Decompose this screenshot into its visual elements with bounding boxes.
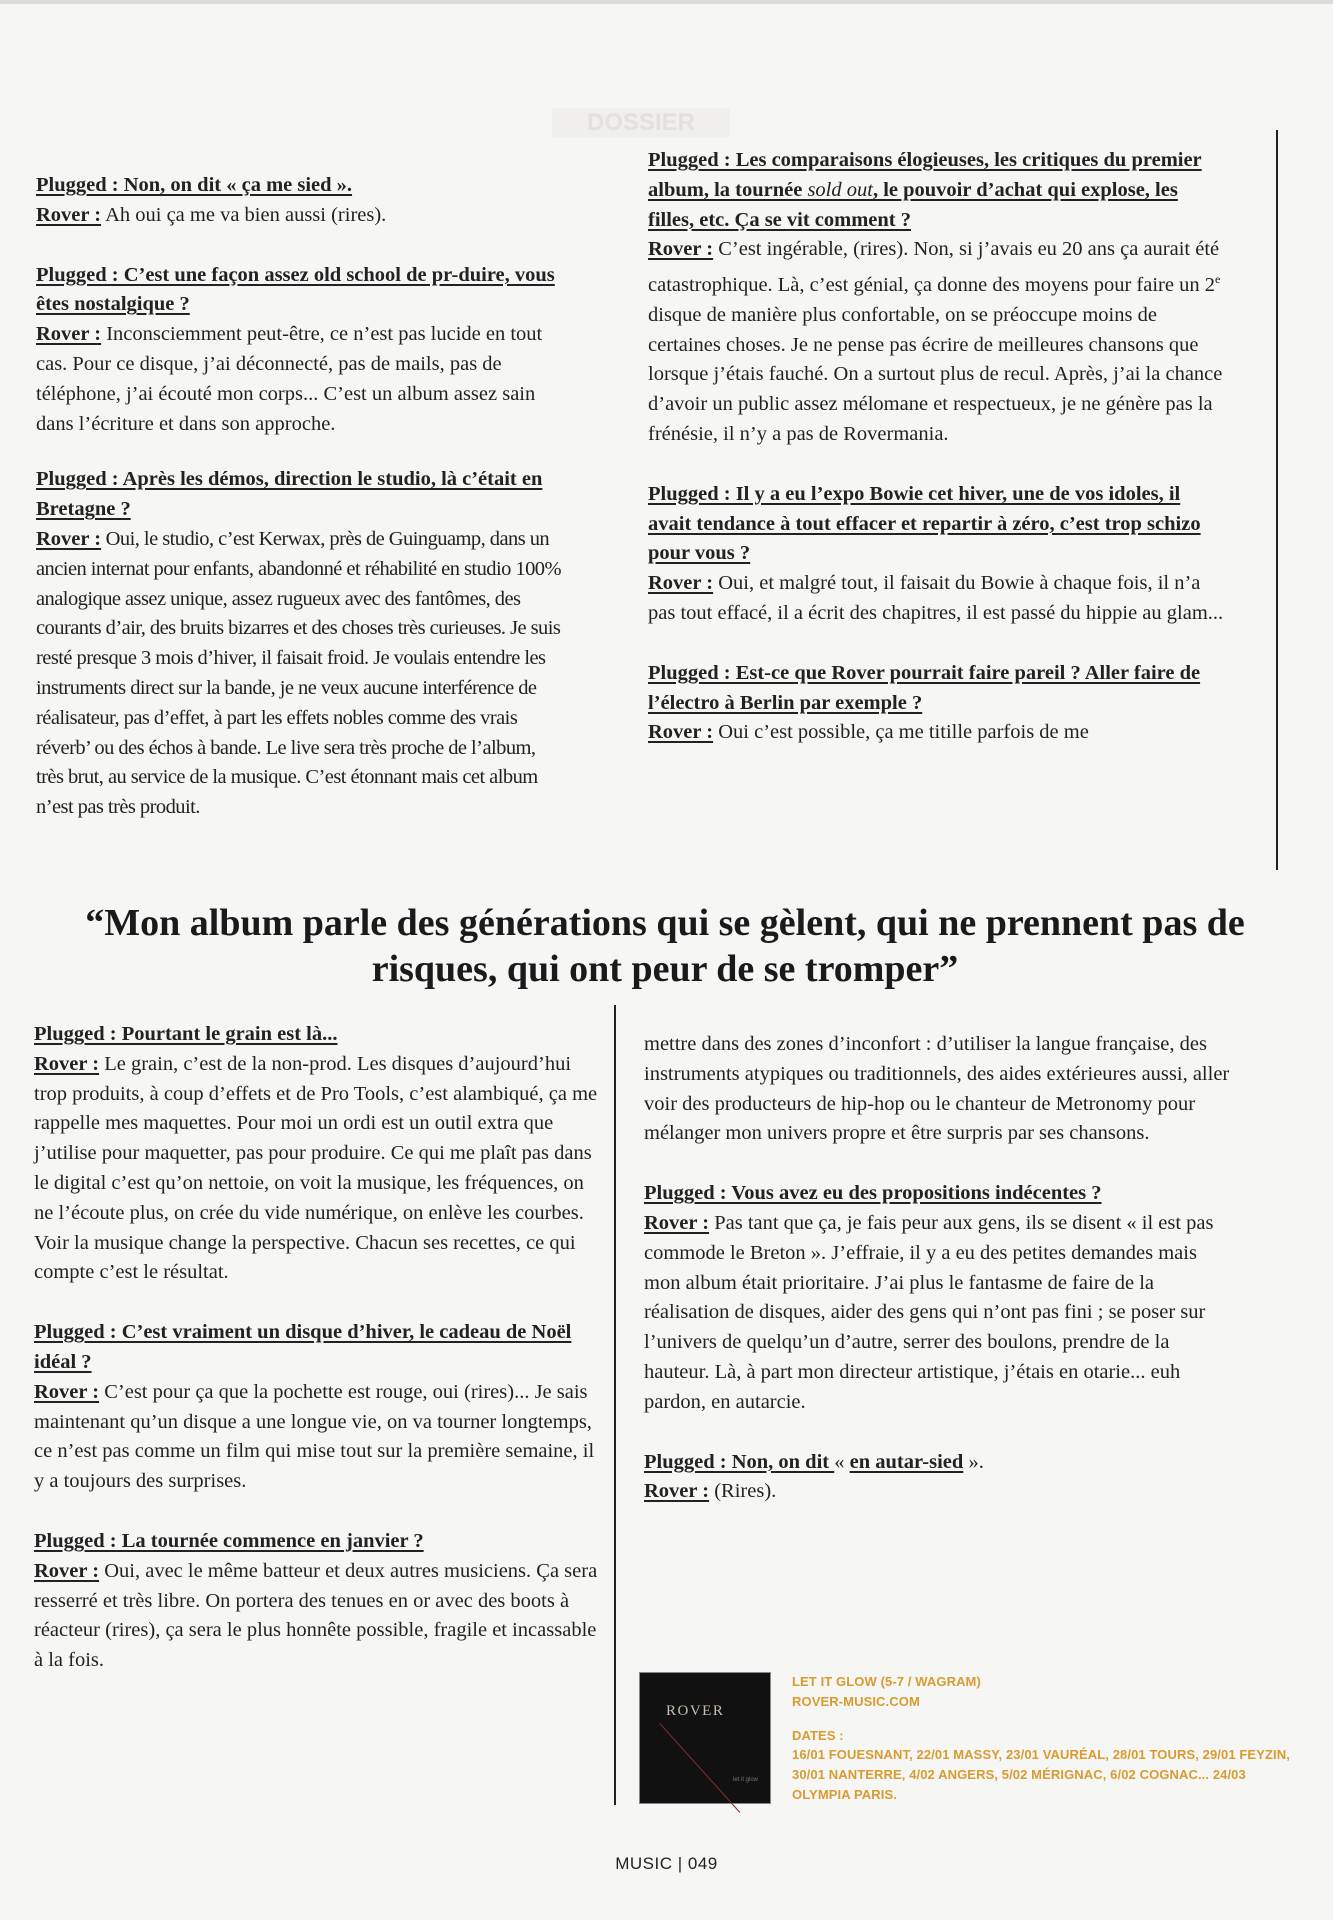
answer [34,1050,600,1288]
speaker-label: Rover : [644,1211,710,1234]
answer [36,525,566,823]
question: Plugged : Non, on dit « ça me sied ». [36,174,353,196]
qa-block [644,1448,1234,1508]
qa-block [36,465,566,823]
qa-block [644,1179,1234,1417]
question-part: ». [963,1450,984,1473]
question: Plugged : La tournée commence en janvier ? [34,1529,424,1552]
answer [34,1557,600,1676]
answer [36,320,566,439]
speaker-label: Rover : [36,203,102,226]
question: Plugged : C’est une façon assez old school de pr-duire, vous êtes nostalgique ? [36,263,555,316]
speaker-label: Rover : [648,572,714,595]
question: Plugged : C’est vraiment un disque d’hiver, le cadeau de Noël idéal ? [34,1321,572,1373]
section-header-ghost: DOSSIER [552,108,730,138]
qa-block [34,1020,600,1288]
question [648,146,1228,235]
album-cover-title: ROVER [666,1703,725,1719]
qa-block [648,146,1228,450]
answer [36,201,566,231]
question-part: , le pouvoir d’achat qui explose, les filles, etc. Ça se vit comment ? [648,178,1178,231]
album-website: ROVER-MUSIC.COM [792,1693,920,1709]
album-release-line: LET IT GLOW (5-7 / WAGRAM) [792,1674,981,1689]
question-part: Plugged : Non, on dit [644,1450,835,1473]
album-cover-subtitle: let it glow [733,1777,759,1783]
answer [648,718,1228,748]
superscript: e [1214,272,1221,287]
top-edge-rule [0,0,1333,4]
answer-continuation: mettre dans des zones d’inconfort : d’utiliser la langue française, des instruments atypiques ou traditionnels, des aides extérieures aussi, aller voir des producteurs de hip-hop ou le chanteur de Metronomy pour mélanger mon univers propre et être surpris par ses chansons. [644,1033,1230,1145]
album-info [792,1672,1292,1805]
speaker-label: Rover : [648,721,714,744]
answer [644,1477,1234,1507]
pull-quote: “Mon album parle des générations qui se gèlent, qui ne prennent pas de risques, qui ont peur de se tromper” [85,902,1245,990]
speaker-label: Rover : [648,238,714,261]
answer-text: Oui, avec le même batteur et deux autres musiciens. Ça sera resserré et très libre. On portera des tenues en or avec des boots à réacteur (rires), ça sera le plus honnête possible, fragile et incassable à la fois. [34,1559,598,1672]
answer [648,235,1228,449]
qa-block [34,1318,600,1497]
question: Plugged : Il y a eu l’expo Bowie cet hiver, une de vos idoles, il avait tendance à tout effacer et repartir à zéro, c’est trop schizo pour vous ? [648,482,1201,565]
album-cover-line [659,1723,740,1813]
question: Plugged : Après les démos, direction le studio, là c’était en Bretagne ? [36,468,543,521]
column-top-left [36,171,566,853]
speaker-label: Rover : [36,323,102,346]
answer-text: Le grain, c’est de la non-prod. Les disques d’aujourd’hui trop produits, à coup d’effets et de Pro Tools, c’est alambiqué, ça me rappelle mes maquettes. Pour moi un ordi est un outil extra que j’utilise pour maquetter, pas pour produire. Ce qui me plaît pas dans le digital c’est qu’on nettoie, on voit la musique, les fréquences, on ne l’écoute plus, on crée du vide numérique, on enlève les courbes. Voir la musique change la perspective. Chacun ses recettes, ce qui compte c’est le résultat. [34,1052,598,1284]
answer-text: Inconsciemment peut-être, ce n’est pas lucide en tout cas. Pour ce disque, j’ai déconnecté, pas de mails, pas de téléphone, j’ai écouté mon corps... C’est un album assez sain dans l’écriture et dans son approche. [36,323,543,435]
question: Plugged : Pourtant le grain est là... [34,1023,338,1045]
speaker-label: Rover : [644,1480,710,1503]
column-top-right [648,146,1228,778]
qa-block [648,480,1228,629]
spacer [792,1712,1292,1726]
question [644,1448,1234,1478]
answer-text: Oui c’est possible, ça me titille parfois de me [713,721,1089,744]
column-bottom-left [34,1020,600,1706]
qa-block [34,1527,600,1676]
column-bottom-right [644,1030,1234,1537]
question-part: en autar-sied [849,1450,964,1473]
question-italic: sold out [807,178,873,201]
answer-text: (Rires). [709,1480,777,1503]
answer-text: disque de manière plus confortable, on se préoccupe moins de certaines choses. Je ne pense pas écrire de meilleures chansons que lorsque j’étais fauché. On a surtout plus de recul. Après, j’ai la chance d’avoir un public assez mélomane et respectueux, je ne génère pas la frénésie, il n’y a pas de Rovermania. [648,303,1223,445]
album-cover-image [640,1673,770,1803]
speaker-label: Rover : [34,1380,100,1403]
answer-text: Pas tant que ça, je fais peur aux gens, ils se disent « il est pas commode le Breton ». J’effraie, il y a eu des petites demandes mais mon album était prioritaire. J’ai plus le fantasme de faire de la réalisation de disques, aider des gens qui n’ont pas fini ; se poser sur l’univers de quelqu’un d’autre, serrer des boulons, prendre de la hauteur. Là, à part mon directeur artistique, j’étais en otarie... euh pardon, en autarcie. [644,1211,1214,1413]
tour-dates: 16/01 FOUESNANT, 22/01 MASSY, 23/01 VAURÉAL, 28/01 TOURS, 29/01 FEYZIN, 30/01 NANTERRE, 4/02 ANGERS, 5/02 MÉRIGNAC, 6/02 COGNAC... 24/03 OLYMPIA PARIS. [792,1747,1290,1802]
qa-block [648,659,1228,748]
answer-text: C’est pour ça que la pochette est rouge, oui (rires)... Je sais maintenant qu’un disque a une longue vie, on va tourner longtemps, ce n’est pas comme un film qui mise tout sur la première semaine, il y a toujours des surprises. [34,1380,595,1493]
qa-block [36,261,566,440]
question: Plugged : Est-ce que Rover pourrait faire pareil ? Aller faire de l’électro à Berlin par exemple ? [648,661,1201,714]
qa-block [36,171,566,231]
question-part: Plugged : Les comparaisons élogieuses, les critiques du premier album, la tournée [648,149,1202,201]
question-part: « [834,1450,850,1473]
answer-text: Oui, le studio, c’est Kerwax, près de Guinguamp, dans un ancien internat pour enfants, abandonné et réhabilité en studio 100% analogique assez unique, assez rugueux avec des fantômes, des courants d’air, des bruits bizarres et des choses très curieuses. Je suis resté presque 3 mois d’hiver, il faisait froid. Je voulais entendre les instruments direct sur la bande, je ne veux aucune interférence de réalisateur, pas d’effet, à part les effets nobles comme des vrais réverb’ ou des échos à bande. Le live sera très proche de l’album, très brut, au service de la musique. C’est étonnant mais cet album n’est pas très produit. [36,527,562,819]
speaker-label: Rover : [34,1559,100,1582]
question: Plugged : Vous avez eu des propositions indécentes ? [644,1182,1102,1205]
column-rule-bottom-center [614,1005,616,1805]
speaker-label: Rover : [36,527,102,550]
answer-text: C’est ingérable, (rires). Non, si j’avais eu 20 ans ça aurait été catastrophique. Là, c’est génial, ça donne des moyens pour faire un 2 [648,238,1220,297]
page-footer: MUSIC | 049 [615,1854,718,1873]
answer-text: Oui, et malgré tout, il faisait du Bowie à chaque fois, il n’a pas tout effacé, il a écrit des chapitres, il est passé du hippie au glam... [648,572,1224,624]
answer [648,569,1228,629]
answer [34,1378,600,1497]
column-rule-top-right [1276,130,1278,870]
speaker-label: Rover : [34,1052,100,1075]
dates-label: DATES : [792,1727,844,1743]
answer [644,1209,1234,1418]
answer-text: Ah oui ça me va bien aussi (rires). [101,203,387,226]
